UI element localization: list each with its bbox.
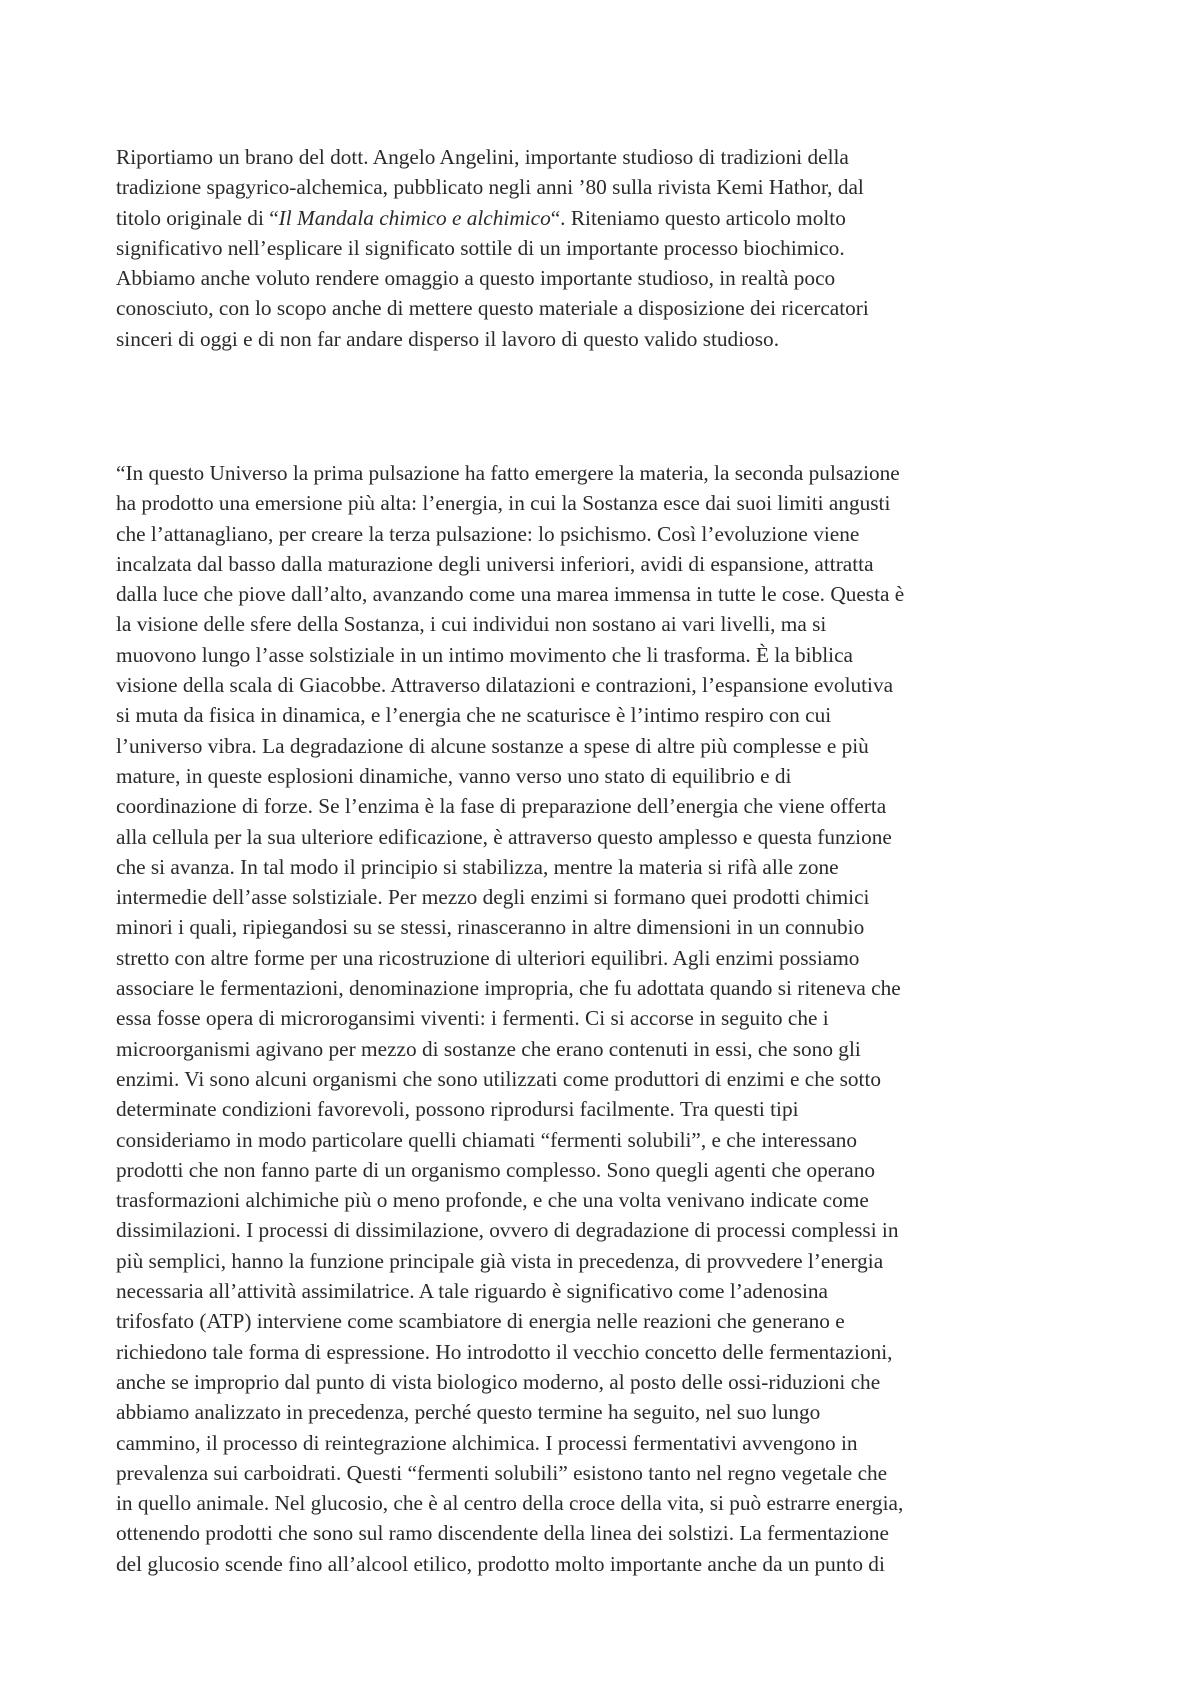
quote-line: dissimilazioni. I processi di dissimilazione, ovvero di degradazione di processi complessi in [116, 1218, 899, 1243]
quote-line: trifosfato (ATP) interviene come scambiatore di energia nelle reazioni che generano e [116, 1309, 845, 1334]
quote-line: essa fosse opera di microrogansimi viventi: i fermenti. Ci si accorse in seguito che i [116, 1006, 829, 1031]
quote-line: ha prodotto una emersione più alta: l’energia, in cui la Sostanza esce dai suoi limiti angusti [116, 491, 891, 516]
intro-line: Riportiamo un brano del dott. Angelo Angelini, importante studioso di tradizioni della [116, 145, 849, 169]
quote-line: alla cellula per la sua ulteriore edificazione, è attraverso questo amplesso e questa funzione [116, 824, 892, 849]
quote-line: del glucosio scende fino all’alcool etilico, prodotto molto importante anche da un punto di [116, 1551, 885, 1576]
quote-line: stretto con altre forme per una ricostruzione di ulteriori equilibri. Agli enzimi possiamo [116, 945, 860, 970]
quote-line: incalzata dal basso dalla maturazione degli universi inferiori, avidi di espansione, attratta [116, 551, 874, 576]
quote-line: anche se improprio dal punto di vista biologico moderno, al posto delle ossi-riduzioni che [116, 1369, 881, 1394]
quote-line: minori i quali, ripiegandosi su se stessi, rinasceranno in altre dimensioni in un connubio [116, 915, 865, 940]
quote-line: che l’attanagliano, per creare la terza pulsazione: lo psichismo. Così l’evoluzione viene [116, 521, 860, 546]
quote-line: determinate condizioni favorevoli, possono riprodursi facilmente. Tra questi tipi [116, 1097, 799, 1122]
quote-line: enzimi. Vi sono alcuni organismi che sono utilizzati come produttori di enzimi e che sotto [116, 1066, 882, 1091]
intro-line-text: titolo originale di “ [116, 205, 279, 230]
quote-line: che si avanza. In tal modo il principio si stabilizza, mentre la materia si rifà alle zone [116, 854, 839, 879]
quote-line: “In questo Universo la prima pulsazione ha fatto emergere la materia, la seconda pulsazione [116, 461, 900, 485]
quote-line: dalla luce che piove dall’alto, avanzando come una marea immensa in tutte le cose. Questa è [116, 582, 905, 607]
quote-line: associare le fermentazioni, denominazione impropria, che fu adottata quando si riteneva che [116, 976, 901, 1001]
quote-line: abbiamo analizzato in precedenza, perché questo termine ha seguito, nel suo lungo [116, 1400, 821, 1425]
quote-line: necessaria all’attività assimilatrice. A tale riguardo è significativo come l’adenosina [116, 1279, 828, 1304]
article-title: Il Mandala chimico e alchimico [278, 205, 551, 230]
quote-line: microorganismi agivano per mezzo di sostanze che erano contenuti in essi, che sono gli [116, 1036, 861, 1061]
intro-line: sinceri di oggi e di non far andare disperso il lavoro di questo valido studioso. [116, 326, 780, 351]
quoted-article-body [116, 458, 1088, 1579]
quote-line: si muta da fisica in dinamica, e l’energia che ne scaturisce è l’intimo respiro con cui [116, 703, 832, 728]
quote-line: in quello animale. Nel glucosio, che è al centro della croce della vita, si può estrarre energia, [116, 1491, 904, 1516]
quote-line: più semplici, hanno la funzione principale già vista in precedenza, di provvedere l’energia [116, 1248, 884, 1273]
quote-line: intermedie dell’asse solstiziale. Per mezzo degli enzimi si formano quei prodotti chimici [116, 885, 870, 910]
intro-line: Abbiamo anche voluto rendere omaggio a questo importante studioso, in realtà poco [116, 266, 836, 291]
quote-line: coordinazione di forze. Se l’enzima è la fase di preparazione dell’energia che viene offerta [116, 794, 887, 819]
quote-line: muovono lungo l’asse solstiziale in un intimo movimento che li trasforma. È la biblica [116, 642, 853, 667]
quote-line: cammino, il processo di reintegrazione alchimica. I processi fermentativi avvengono in [116, 1430, 858, 1455]
intro-paragraph [116, 142, 1088, 354]
intro-line: conosciuto, con lo scopo anche di mettere questo materiale a disposizione dei ricercatori [116, 296, 869, 321]
quote-line: trasformazioni alchimiche più o meno profonde, e che una volta venivano indicate come [116, 1188, 869, 1213]
quote-line: la visione delle sfere della Sostanza, i cui individui non sostano ai vari livelli, ma si [116, 612, 827, 637]
quote-line: richiedono tale forma di espressione. Ho introdotto il vecchio concetto delle fermentazioni, [116, 1339, 893, 1364]
quote-line: prevalenza sui carboidrati. Questi “fermenti solubili” esistono tanto nel regno vegetale che [116, 1460, 888, 1485]
quote-line: mature, in queste esplosioni dinamiche, vanno verso uno stato di equilibrio e di [116, 763, 792, 788]
intro-line [116, 203, 1088, 233]
intro-line: tradizione spagyrico-alchemica, pubblicato negli anni ’80 sulla rivista Kemi Hathor, dal [116, 175, 864, 200]
intro-line: significativo nell’esplicare il significato sottile di un importante processo biochimico. [116, 235, 845, 260]
quote-line: prodotti che non fanno parte di un organismo complesso. Sono quegli agenti che operano [116, 1157, 876, 1182]
intro-line-text: “. Riteniamo questo articolo molto [550, 205, 846, 230]
quote-line: consideriamo in modo particolare quelli chiamati “fermenti solubili”, e che interessano [116, 1127, 857, 1152]
quote-line: ottenendo prodotti che sono sul ramo discendente della linea dei solstizi. La fermentazione [116, 1521, 889, 1546]
quote-line: l’universo vibra. La degradazione di alcune sostanze a spese di altre più complesse e più [116, 733, 869, 758]
quote-line: visione della scala di Giacobbe. Attraverso dilatazioni e contrazioni, l’espansione evolutiva [116, 673, 894, 698]
